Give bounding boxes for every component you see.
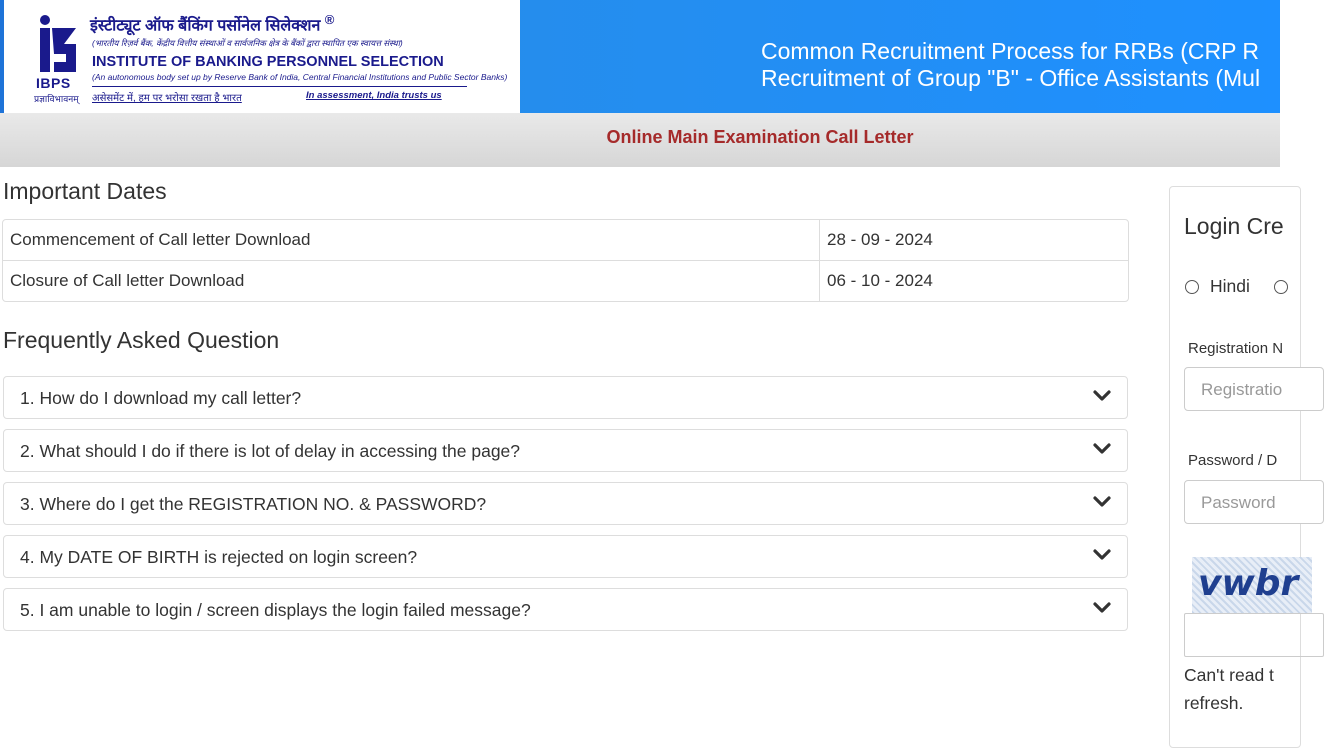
org-description: (An autonomous body set up by Reserve Bank of India, Central Financial Institutions and Public Sector Banks) (92, 72, 508, 82)
chevron-down-icon (1093, 601, 1111, 615)
captcha-refresh-text[interactable]: refresh. (1184, 693, 1244, 713)
important-dates-table (2, 219, 1129, 302)
faq-question: 5. I am unable to login / screen displays the login failed message? (20, 600, 531, 620)
chevron-down-icon (1093, 548, 1111, 562)
captcha-help-line-1: Can't read t (1184, 665, 1274, 685)
faq-item-1[interactable] (3, 376, 1128, 419)
table-row (3, 261, 1128, 301)
language-english-radio[interactable] (1274, 280, 1288, 294)
logo-edge (0, 0, 4, 113)
faq-item-3[interactable] (3, 482, 1128, 525)
org-name: INSTITUTE OF BANKING PERSONNEL SELECTION (92, 54, 444, 70)
login-title: Login Cre (1184, 213, 1284, 239)
captcha-image (1192, 557, 1312, 613)
chevron-down-icon (1093, 495, 1111, 509)
page-title-line-2: Recruitment of Group "B" - Office Assistants (Mul (761, 65, 1261, 91)
registration-input[interactable] (1184, 367, 1324, 411)
chevron-down-icon (1093, 389, 1111, 403)
page-header (0, 0, 1280, 113)
faq-heading: Frequently Asked Question (3, 327, 280, 353)
faq-item-5[interactable] (3, 588, 1128, 631)
org-divider (92, 86, 467, 87)
subheader-bar (0, 113, 1280, 167)
registration-placeholder: Registratio (1201, 380, 1283, 399)
faq-question: 1. How do I download my call letter? (20, 388, 302, 408)
captcha-help-text (1184, 661, 1274, 717)
faq-item-2[interactable] (3, 429, 1128, 472)
faq-question: 3. Where do I get the REGISTRATION NO. & PASSWORD? (20, 494, 487, 514)
password-label: Password / D (1188, 452, 1278, 469)
date-label: Closure of Call letter Download (10, 271, 245, 290)
org-name-hindi: इंस्टीट्यूट ऑफ बैंकिंग पर्सोनेल सिलेक्शन ® (90, 12, 335, 35)
password-placeholder: Password (1201, 493, 1276, 512)
date-value: 28 - 09 - 2024 (819, 220, 1128, 261)
faq-question: 4. My DATE OF BIRTH is rejected on login screen? (20, 547, 418, 567)
table-row (3, 220, 1128, 261)
important-dates-heading: Important Dates (3, 178, 167, 204)
page-title (761, 38, 1280, 92)
captcha-input[interactable] (1184, 613, 1324, 657)
logo-motto: प्रज्ञाविभावनम् (34, 94, 79, 104)
date-value: 06 - 10 - 2024 (819, 261, 1128, 301)
date-label: Commencement of Call letter Download (3, 220, 819, 261)
page-title-line-1: Common Recruitment Process for RRBs (CRP R (761, 38, 1260, 64)
login-panel (1169, 186, 1301, 748)
tagline-hindi: असेसमेंट में, हम पर भरोसा रखता है भारत (92, 93, 242, 104)
faq-question: 2. What should I do if there is lot of delay in accessing the page? (20, 441, 521, 461)
password-input[interactable] (1184, 480, 1324, 524)
subheader-title: Online Main Examination Call Letter (606, 127, 914, 147)
logo-text: IBPS (36, 75, 71, 91)
faq-item-4[interactable] (3, 535, 1128, 578)
language-hindi-label: Hindi (1210, 276, 1250, 296)
language-hindi-radio[interactable] (1185, 280, 1199, 294)
org-description-hindi: (भारतीय रिज़र्व बैंक, केंद्रीय वित्तीय संस्थाओं व सार्वजनिक क्षेत्र के बैंकों द्वारा स्थापित एक स्वायत्त संस्था) (92, 38, 403, 48)
chevron-down-icon (1093, 442, 1111, 456)
tagline-english: In assessment, India trusts us (306, 90, 442, 101)
registration-label: Registration N (1188, 340, 1284, 357)
ibps-logo-block (0, 0, 520, 113)
captcha-text: vwbr (1198, 563, 1299, 604)
